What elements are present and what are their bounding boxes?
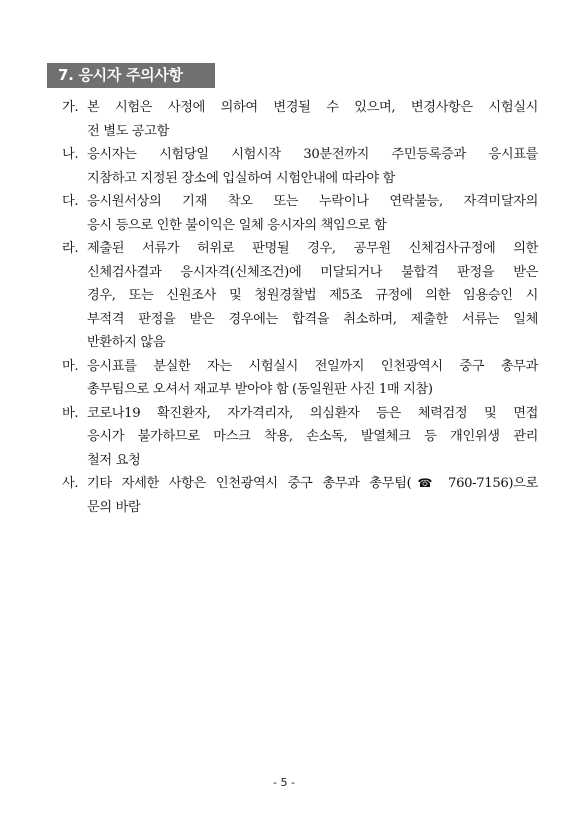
item-line: 반환하지 않음	[87, 335, 166, 350]
item-line: 본 시험은 사정에 의하여 변경될 수 있으며, 변경사항은 시험실시	[87, 100, 538, 115]
list-item	[62, 472, 538, 519]
item-marker: 다.	[62, 194, 79, 209]
item-line: 부적격 판정을 받은 경우에는 합격을 취소하며, 제출한 서류는 일체	[87, 311, 538, 327]
page-number: - 5 -	[273, 776, 295, 789]
item-text	[87, 472, 538, 519]
list-item	[62, 190, 538, 237]
phone-number-text: 760-7156)으로	[438, 476, 538, 491]
item-marker: 라.	[62, 241, 79, 256]
item-marker: 가.	[62, 100, 79, 115]
item-line: 응시자는 시험당일 시험시작 30분전까지 주민등록증과 응시표를	[87, 147, 538, 162]
item-line: 제출된 서류가 허위로 판명될 경우, 공무원 신체검사규정에 의한	[87, 241, 538, 256]
section-title-text: 7. 응시자 주의사항	[58, 66, 183, 84]
item-line: 경우, 또는 신원조사 및 청원경찰법 제5조 규정에 의한 임용승인 시	[87, 288, 538, 303]
item-text	[87, 143, 538, 190]
telephone-icon: ☎	[411, 476, 439, 490]
item-line	[87, 472, 538, 496]
item-line: 문의 바람	[87, 499, 141, 515]
item-line-before-icon: 기타 자세한 사항은 인천광역시 중구 총무과 총무팀(	[87, 476, 412, 491]
item-line: 철저 요청	[87, 452, 141, 468]
item-line: 응시가 불가하므로 마스크 착용, 손소독, 발열체크 등 개인위생 관리	[87, 429, 538, 444]
notice-list	[62, 96, 538, 519]
item-text	[87, 190, 538, 237]
section-title	[47, 63, 215, 88]
item-marker: 바.	[62, 405, 79, 421]
list-item	[62, 143, 538, 190]
item-line: 응시표를 분실한 자는 시험실시 전일까지 인천광역시 중구 총무과	[87, 358, 538, 374]
list-item	[62, 237, 538, 355]
item-marker: 사.	[62, 476, 79, 491]
item-line: 코로나19 확진환자, 자가격리자, 의심환자 등은 체력검정 및 면접	[87, 405, 538, 421]
item-line: 신체검사결과 응시자격(신체조건)에 미달되거나 불합격 판정을 받은	[87, 264, 538, 280]
list-item	[62, 96, 538, 143]
item-text	[87, 96, 538, 143]
item-text	[87, 355, 538, 402]
item-line: 응시 등으로 인한 불이익은 일체 응시자의 책임으로 함	[87, 217, 387, 233]
item-line: 전 별도 공고함	[87, 123, 170, 139]
item-text	[87, 237, 538, 355]
list-item	[62, 355, 538, 402]
item-text	[87, 402, 538, 473]
list-item	[62, 402, 538, 473]
item-line: 지참하고 지정된 장소에 입실하여 시험안내에 따라야 함	[87, 170, 395, 186]
item-marker: 나.	[62, 147, 79, 162]
item-marker: 마.	[62, 358, 79, 374]
item-line: 총무팀으로 오셔서 재교부 받아야 함 (동일원판 사진 1매 지참)	[87, 382, 433, 397]
item-line: 응시원서상의 기재 착오 또는 누락이나 연락불능, 자격미달자의	[87, 194, 538, 209]
